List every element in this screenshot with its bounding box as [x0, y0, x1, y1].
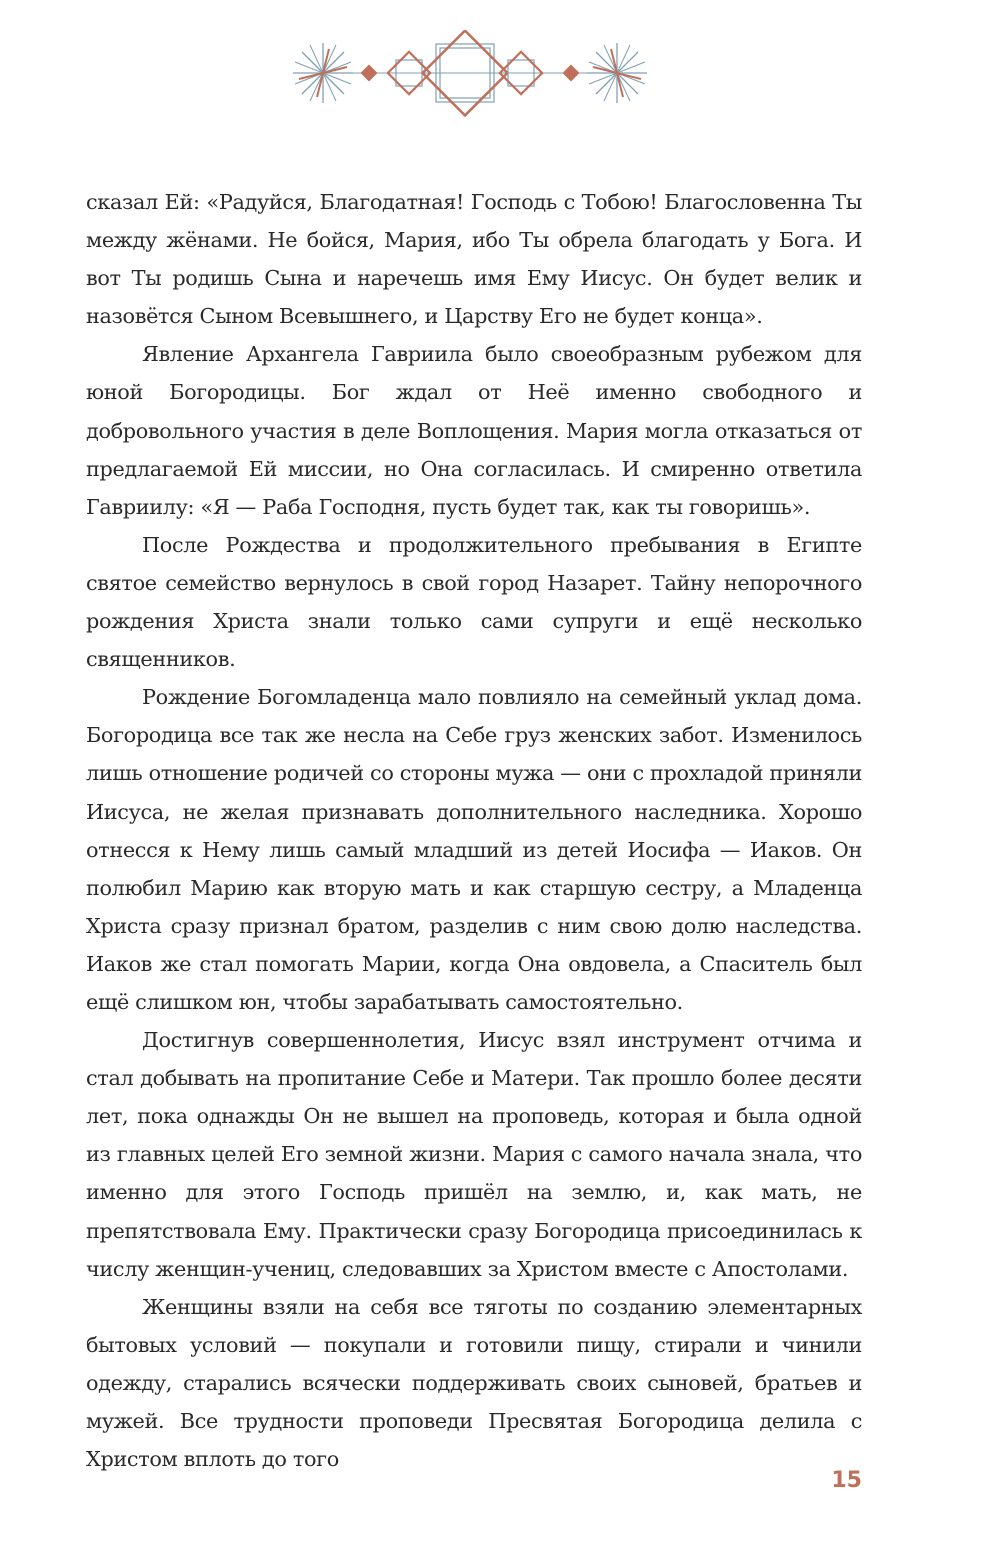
paragraph-4: Рождение Богомладенца мало повлияло на семейный уклад дома. Богородица все так же несла на Себе груз женских забот. Изменилось лишь отношение родичей со стороны мужа — они с прохладой приняли Иисуса, не желая признавать дополнительного наследника. Хорошо отнесся к Нему лишь самый младший из детей Иосифа — Иаков. Он полюбил Марию как вторую мать и как старшую сестру, а Младенца Христа сразу признал братом, разделив с ним свою долю наследства. Иаков же стал помогать Марии, когда Она овдовела, а Спаситель был ещё слишком юн, чтобы зарабатывать самостоятельно.: [86, 685, 862, 1014]
paragraph-6: Женщины взяли на себя все тяготы по созданию элементарных бытовых условий — покупали и готовили пищу, стирали и чинили одежду, старались всячески поддерживать своих сыновей, братьев и мужей. Все трудности проповеди Пресвятая Богородица делила с Христом вплоть до того: [86, 1294, 862, 1472]
left-diamond-icon: [361, 65, 378, 82]
left-snowflake-icon: [293, 43, 353, 103]
right-snowflake-icon: [587, 43, 647, 103]
paragraph-5: Достигнув совершеннолетия, Иисус взял инструмент отчима и стал добывать на пропитание Себе и Матери. Так прошло более десяти лет, пока однажды Он не вышел на проповедь, которая и была одной из главных целей Его земной жизни. Мария с самого начала знала, что именно для этого Господь пришёл на землю, и, как мать, не препятствовала Ему. Практически сразу Богородица присоединилась к числу женщин-учениц, следовавших за Христом вместе с Апостолами.: [86, 1028, 862, 1281]
paragraph-2: Явление Архангела Гавриила было своеобразным рубежом для юной Богородицы. Бог ждал от Неё именно свободного и добровольного участия в деле Воплощения. Мария могла отказаться от предлагаемой Ей миссии, но Она согласилась. И смиренно ответила Гавриилу: «Я — Раба Господня, пусть будет так, как ты говоришь».: [86, 342, 862, 519]
decorative-header-ornament-icon: [290, 30, 650, 120]
paragraph-3: После Рождества и продолжительного пребывания в Египте святое семейство вернулось в свой город Назарет. Тайну непорочного рождения Христа знали только сами супруги и ещё несколько священников.: [86, 532, 862, 672]
paragraph-1: сказал Ей: «Радуйся, Благодатная! Господь с Тобою! Благословенна Ты между жёнами. Не бойся, Мария, ибо Ты обрела благодать у Бога. И вот Ты родишь Сына и наречешь имя Ему Иисус. Он будет велик и назовётся Сыном Всевышнего, и Царству Его не будет конца».: [86, 190, 862, 329]
body-text: [86, 183, 862, 1478]
page-number: 15: [831, 1468, 862, 1493]
right-diamond-icon: [563, 65, 580, 82]
